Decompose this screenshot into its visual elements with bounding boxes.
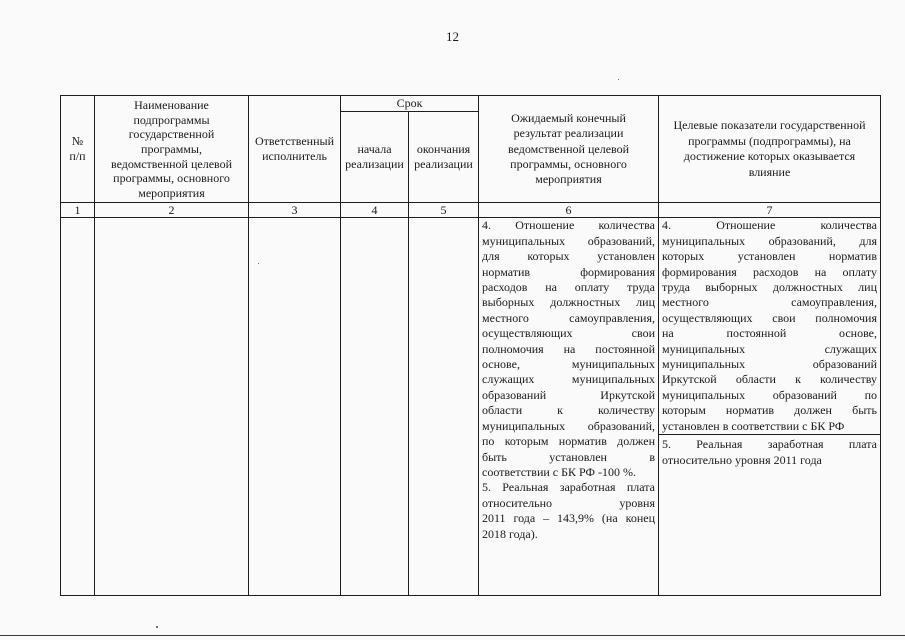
cell-expected-result [479, 218, 659, 596]
column-number: 1 [61, 203, 95, 218]
header-row-1 [61, 96, 881, 112]
expected-result-item-4: 4. Отношение количества муниципальных образований, для которых установлен норматив формирования расходов на оплату труда выборных должностных лиц местного самоуправления, осуществляющих свои полномочия на постоянной основе, муниципальных служащих муниципальных образований Иркутской области к количеству муниципальных образований, по которым норматив должен быть установлен в соответствии с БК РФ -100 %. [482, 218, 655, 479]
cell-term-end [409, 218, 479, 596]
target-indicator-item-5: 5. Реальная заработная плата относительно уровня 2011 года [662, 437, 877, 467]
table-row [61, 218, 881, 596]
column-number: 5 [409, 203, 479, 218]
header-responsible: Ответственный исполнитель [249, 96, 341, 203]
header-target-indicators: Целевые показатели государственной программы (подпрограммы), на достижение которых оказывается влияние [659, 96, 881, 203]
header-term-end: окончания реализации [409, 112, 479, 203]
column-number: 4 [341, 203, 409, 218]
cell-term-start [341, 218, 409, 596]
target-indicator-item-4: 4. Отношение количества муниципальных образований, для которых установлен норматив формирования расходов на оплату труда выборных должностных лиц местного самоуправления, осуществляющих свои полномочия на постоянной основе, муниципальных служащих муниципальных образований Иркутской области к количеству муниципальных образований по которым норматив должен быть установлен в соответствии с БК РФ [659, 218, 880, 434]
column-number: 6 [479, 203, 659, 218]
expected-result-item-5: 5. Реальная заработная плата относительно уровня 2011 года – 143,9% (на конец 2018 года). [482, 480, 655, 541]
header-term-start: начала реализации [341, 112, 409, 203]
header-name: Наименование подпрограммы государственной программы, ведомственной целевой программы, основного мероприятия [95, 96, 249, 203]
scan-edge-line [0, 635, 905, 636]
header-num: № п/п [61, 96, 95, 203]
scan-speck [156, 626, 158, 628]
header-expected-result: Ожидаемый конечный результат реализации ведомственной целевой программы, основного мероприятия [479, 96, 659, 203]
cell-num [61, 218, 95, 596]
scan-speck [618, 79, 619, 80]
column-number: 7 [659, 203, 881, 218]
column-number: 2 [95, 203, 249, 218]
cell-name [95, 218, 249, 596]
cell-responsible [249, 218, 341, 596]
header-term: Срок [341, 96, 479, 112]
column-number: 3 [249, 203, 341, 218]
column-number-row [61, 203, 881, 218]
list-item [659, 435, 880, 468]
scan-speck [258, 263, 259, 264]
page-number: 12 [446, 29, 459, 44]
cell-target-indicators [659, 218, 881, 596]
target-indicators-list [659, 218, 880, 468]
list-item [659, 218, 880, 434]
program-table [60, 95, 881, 596]
